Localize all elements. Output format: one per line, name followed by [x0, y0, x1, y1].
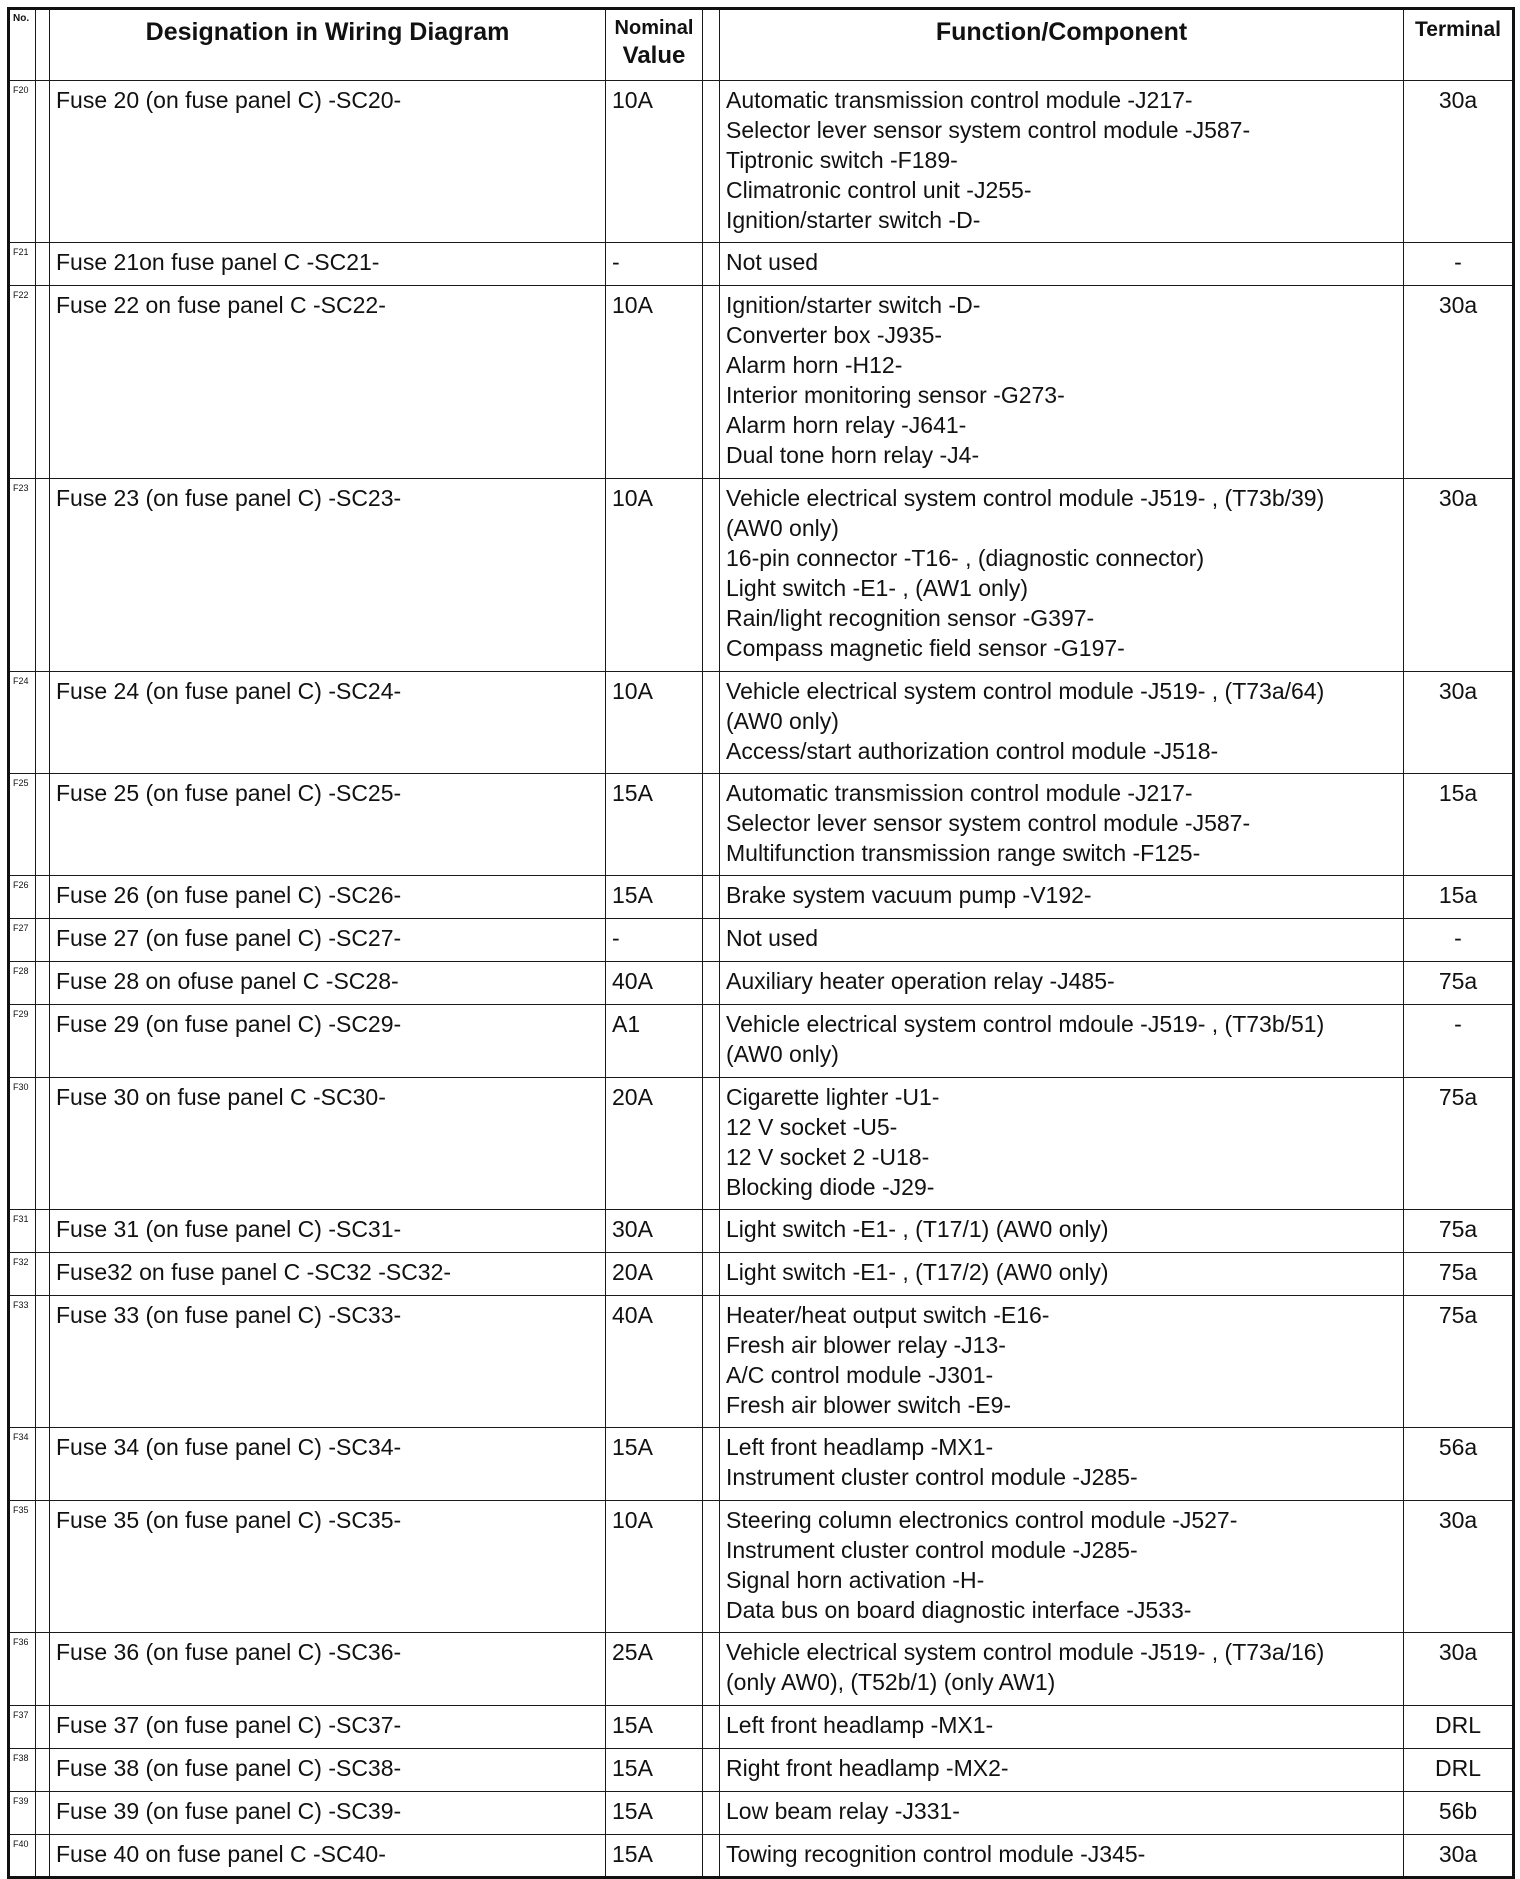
terminal-cell: 75a — [1404, 1253, 1514, 1296]
function-line: Light switch -E1- , (T17/2) (AW0 only) — [726, 1259, 1109, 1285]
designation-cell: Fuse 24 (on fuse panel C) -SC24- — [50, 672, 606, 774]
table-row — [9, 1210, 1514, 1253]
designation-cell: Fuse 28 on ofuse panel C -SC28- — [50, 962, 606, 1005]
function-line: Low beam relay -J331- — [726, 1798, 960, 1824]
terminal-cell: 30a — [1404, 81, 1514, 243]
terminal-cell: 75a — [1404, 1296, 1514, 1428]
row-spacer — [36, 479, 50, 672]
function-cell — [720, 1253, 1404, 1296]
function-line: Right front headlamp -MX2- — [726, 1755, 1009, 1781]
terminal-cell: DRL — [1404, 1706, 1514, 1749]
designation-cell: Fuse 25 (on fuse panel C) -SC25- — [50, 774, 606, 876]
terminal-cell: 30a — [1404, 479, 1514, 672]
function-cell — [720, 1210, 1404, 1253]
function-cell — [720, 1005, 1404, 1078]
fuse-number: F21 — [9, 243, 36, 286]
function-line: (only AW0), (T52b/1) (only AW1) — [726, 1669, 1056, 1695]
row-spacer-2 — [703, 1706, 720, 1749]
nominal-value-cell: 15A — [606, 1792, 703, 1835]
table-row — [9, 479, 1514, 672]
function-line: Alarm horn -H12- — [726, 352, 903, 378]
row-spacer-2 — [703, 672, 720, 774]
header-designation: Designation in Wiring Diagram — [50, 9, 606, 81]
designation-cell: Fuse 21on fuse panel C -SC21- — [50, 243, 606, 286]
row-spacer-2 — [703, 1428, 720, 1501]
nominal-value-cell: 15A — [606, 1428, 703, 1501]
fuse-number: F29 — [9, 1005, 36, 1078]
terminal-cell: 15a — [1404, 876, 1514, 919]
nominal-value-cell: 10A — [606, 286, 703, 479]
function-line: Vehicle electrical system control mdoule -J519- , (T73b/51) — [726, 1011, 1325, 1037]
nominal-value-cell: 15A — [606, 876, 703, 919]
function-line: 12 V socket 2 -U18- — [726, 1144, 930, 1170]
table-body — [9, 81, 1514, 1878]
function-line: (AW0 only) — [726, 515, 839, 541]
nominal-value-cell: A1 — [606, 1005, 703, 1078]
function-line: Climatronic control unit -J255- — [726, 177, 1032, 203]
fuse-number: F25 — [9, 774, 36, 876]
row-spacer — [36, 1792, 50, 1835]
nominal-value-cell: 10A — [606, 81, 703, 243]
function-line: Multifunction transmission range switch -F125- — [726, 840, 1201, 866]
nominal-value-cell: 40A — [606, 962, 703, 1005]
function-cell — [720, 243, 1404, 286]
function-line: Left front headlamp -MX1- — [726, 1434, 994, 1460]
terminal-cell: 75a — [1404, 962, 1514, 1005]
designation-cell: Fuse 22 on fuse panel C -SC22- — [50, 286, 606, 479]
function-line: Ignition/starter switch -D- — [726, 207, 981, 233]
row-spacer-2 — [703, 1078, 720, 1210]
row-spacer-2 — [703, 876, 720, 919]
function-line: Rain/light recognition sensor -G397- — [726, 605, 1095, 631]
designation-cell: Fuse 35 (on fuse panel C) -SC35- — [50, 1501, 606, 1633]
row-spacer — [36, 1005, 50, 1078]
nominal-value-cell: 10A — [606, 672, 703, 774]
row-spacer-2 — [703, 1296, 720, 1428]
function-cell — [720, 672, 1404, 774]
table-row — [9, 81, 1514, 243]
row-spacer — [36, 1749, 50, 1792]
function-cell — [720, 962, 1404, 1005]
function-cell — [720, 479, 1404, 672]
terminal-cell: 30a — [1404, 672, 1514, 774]
function-cell — [720, 286, 1404, 479]
nominal-value-cell: 10A — [606, 479, 703, 672]
function-line: Light switch -E1- , (T17/1) (AW0 only) — [726, 1216, 1109, 1242]
designation-cell: Fuse 38 (on fuse panel C) -SC38- — [50, 1749, 606, 1792]
row-spacer — [36, 876, 50, 919]
function-line: Fresh air blower switch -E9- — [726, 1392, 1012, 1418]
nominal-value-cell: 20A — [606, 1253, 703, 1296]
function-line: Converter box -J935- — [726, 322, 943, 348]
function-line: Heater/heat output switch -E16- — [726, 1302, 1050, 1328]
function-line: Blocking diode -J29- — [726, 1174, 935, 1200]
fuse-number: F28 — [9, 962, 36, 1005]
fuse-number: F35 — [9, 1501, 36, 1633]
row-spacer — [36, 1633, 50, 1706]
fuse-number: F24 — [9, 672, 36, 774]
function-line: Towing recognition control module -J345- — [726, 1841, 1146, 1867]
table-row — [9, 876, 1514, 919]
fuse-number: F23 — [9, 479, 36, 672]
fuse-number: F33 — [9, 1296, 36, 1428]
function-line: Dual tone horn relay -J4- — [726, 442, 980, 468]
function-line: Instrument cluster control module -J285- — [726, 1464, 1138, 1490]
designation-cell: Fuse 39 (on fuse panel C) -SC39- — [50, 1792, 606, 1835]
row-spacer-2 — [703, 1749, 720, 1792]
function-line: Tiptronic switch -F189- — [726, 147, 958, 173]
designation-cell: Fuse 23 (on fuse panel C) -SC23- — [50, 479, 606, 672]
table-row — [9, 1005, 1514, 1078]
header-terminal: Terminal — [1404, 9, 1514, 81]
function-line: Vehicle electrical system control module -J519- , (T73b/39) — [726, 485, 1325, 511]
nominal-value-cell: - — [606, 243, 703, 286]
fuse-number: F37 — [9, 1706, 36, 1749]
terminal-cell: - — [1404, 919, 1514, 962]
header-row — [9, 9, 1514, 81]
function-line: Auxiliary heater operation relay -J485- — [726, 968, 1115, 994]
designation-cell: Fuse 33 (on fuse panel C) -SC33- — [50, 1296, 606, 1428]
table-row — [9, 1792, 1514, 1835]
header-nominal-value — [606, 9, 703, 81]
nominal-value-cell: 25A — [606, 1633, 703, 1706]
fuse-number: F32 — [9, 1253, 36, 1296]
function-line: Instrument cluster control module -J285- — [726, 1537, 1138, 1563]
function-cell — [720, 81, 1404, 243]
function-line: Automatic transmission control module -J217- — [726, 87, 1193, 113]
header-function: Function/Component — [720, 9, 1404, 81]
function-cell — [720, 876, 1404, 919]
designation-cell: Fuse 40 on fuse panel C -SC40- — [50, 1835, 606, 1878]
row-spacer-2 — [703, 1835, 720, 1878]
nominal-value-cell: 10A — [606, 1501, 703, 1633]
fuse-number: F34 — [9, 1428, 36, 1501]
row-spacer-2 — [703, 1792, 720, 1835]
designation-cell: Fuse 34 (on fuse panel C) -SC34- — [50, 1428, 606, 1501]
table-row — [9, 1078, 1514, 1210]
function-cell — [720, 774, 1404, 876]
designation-cell: Fuse 29 (on fuse panel C) -SC29- — [50, 1005, 606, 1078]
function-line: Vehicle electrical system control module -J519- , (T73a/16) — [726, 1639, 1325, 1665]
function-cell — [720, 1706, 1404, 1749]
function-line: Alarm horn relay -J641- — [726, 412, 967, 438]
designation-cell: Fuse 26 (on fuse panel C) -SC26- — [50, 876, 606, 919]
terminal-cell: - — [1404, 1005, 1514, 1078]
terminal-cell: 75a — [1404, 1210, 1514, 1253]
nominal-value-cell: 40A — [606, 1296, 703, 1428]
row-spacer-2 — [703, 774, 720, 876]
row-spacer — [36, 81, 50, 243]
function-line: Left front headlamp -MX1- — [726, 1712, 994, 1738]
row-spacer — [36, 1078, 50, 1210]
table-row — [9, 1296, 1514, 1428]
function-line: Steering column electronics control module -J527- — [726, 1507, 1238, 1533]
designation-cell: Fuse32 on fuse panel C -SC32 -SC32- — [50, 1253, 606, 1296]
row-spacer — [36, 1706, 50, 1749]
terminal-cell: 15a — [1404, 774, 1514, 876]
nominal-value-cell: 15A — [606, 774, 703, 876]
fuse-number: F27 — [9, 919, 36, 962]
function-line: Vehicle electrical system control module -J519- , (T73a/64) — [726, 678, 1325, 704]
terminal-cell: 56b — [1404, 1792, 1514, 1835]
function-cell — [720, 1749, 1404, 1792]
function-cell — [720, 1633, 1404, 1706]
nominal-value-cell: 30A — [606, 1210, 703, 1253]
nominal-value-cell: 15A — [606, 1749, 703, 1792]
terminal-cell: 30a — [1404, 1501, 1514, 1633]
row-spacer-2 — [703, 1253, 720, 1296]
row-spacer — [36, 1210, 50, 1253]
fuse-number: F38 — [9, 1749, 36, 1792]
table-row — [9, 1835, 1514, 1878]
row-spacer — [36, 672, 50, 774]
function-line: Cigarette lighter -U1- — [726, 1084, 940, 1110]
terminal-cell: - — [1404, 243, 1514, 286]
header-nominal-line1: Nominal — [614, 17, 694, 39]
function-line: 12 V socket -U5- — [726, 1114, 898, 1140]
function-line: Data bus on board diagnostic interface -J533- — [726, 1597, 1192, 1623]
designation-cell: Fuse 27 (on fuse panel C) -SC27- — [50, 919, 606, 962]
function-line: Interior monitoring sensor -G273- — [726, 382, 1065, 408]
function-line: Ignition/starter switch -D- — [726, 292, 981, 318]
row-spacer — [36, 1835, 50, 1878]
table-row — [9, 286, 1514, 479]
designation-cell: Fuse 37 (on fuse panel C) -SC37- — [50, 1706, 606, 1749]
function-line: Access/start authorization control module -J518- — [726, 738, 1219, 764]
fuse-number: F40 — [9, 1835, 36, 1878]
function-cell — [720, 1428, 1404, 1501]
nominal-value-cell: 15A — [606, 1706, 703, 1749]
function-line: Light switch -E1- , (AW1 only) — [726, 575, 1029, 601]
row-spacer-2 — [703, 1501, 720, 1633]
function-cell — [720, 1296, 1404, 1428]
terminal-cell: 30a — [1404, 286, 1514, 479]
fuse-number: F39 — [9, 1792, 36, 1835]
header-nominal-line2: Value — [622, 42, 686, 69]
fuse-number: F30 — [9, 1078, 36, 1210]
row-spacer-2 — [703, 81, 720, 243]
table-row — [9, 672, 1514, 774]
table-row — [9, 1253, 1514, 1296]
function-line: A/C control module -J301- — [726, 1362, 994, 1388]
terminal-cell: 75a — [1404, 1078, 1514, 1210]
fuse-number: F22 — [9, 286, 36, 479]
nominal-value-cell: - — [606, 919, 703, 962]
terminal-cell: 30a — [1404, 1835, 1514, 1878]
terminal-cell: 56a — [1404, 1428, 1514, 1501]
row-spacer-2 — [703, 919, 720, 962]
designation-cell: Fuse 30 on fuse panel C -SC30- — [50, 1078, 606, 1210]
table-row — [9, 774, 1514, 876]
function-line: Not used — [726, 249, 819, 275]
table-row — [9, 1749, 1514, 1792]
row-spacer — [36, 962, 50, 1005]
function-line: (AW0 only) — [726, 708, 839, 734]
function-cell — [720, 1835, 1404, 1878]
fuse-number: F20 — [9, 81, 36, 243]
designation-cell: Fuse 36 (on fuse panel C) -SC36- — [50, 1633, 606, 1706]
row-spacer — [36, 1428, 50, 1501]
function-line: Selector lever sensor system control module -J587- — [726, 810, 1251, 836]
row-spacer — [36, 1501, 50, 1633]
table-row — [9, 1428, 1514, 1501]
row-spacer — [36, 243, 50, 286]
function-line: Automatic transmission control module -J217- — [726, 780, 1193, 806]
fuse-table — [7, 7, 1515, 1879]
row-spacer-2 — [703, 1210, 720, 1253]
designation-cell: Fuse 20 (on fuse panel C) -SC20- — [50, 81, 606, 243]
function-cell — [720, 1792, 1404, 1835]
function-line: Not used — [726, 925, 819, 951]
table-row — [9, 962, 1514, 1005]
row-spacer-2 — [703, 286, 720, 479]
terminal-cell: 30a — [1404, 1633, 1514, 1706]
table-row — [9, 1706, 1514, 1749]
function-cell — [720, 1078, 1404, 1210]
table-row — [9, 1633, 1514, 1706]
function-line: 16-pin connector -T16- , (diagnostic connector) — [726, 545, 1205, 571]
function-line: Brake system vacuum pump -V192- — [726, 882, 1092, 908]
function-cell — [720, 919, 1404, 962]
table-row — [9, 243, 1514, 286]
row-spacer-2 — [703, 1633, 720, 1706]
row-spacer-2 — [703, 479, 720, 672]
fuse-number: F31 — [9, 1210, 36, 1253]
row-spacer — [36, 919, 50, 962]
row-spacer-2 — [703, 243, 720, 286]
function-line: Selector lever sensor system control module -J587- — [726, 117, 1251, 143]
row-spacer — [36, 1296, 50, 1428]
function-line: (AW0 only) — [726, 1041, 839, 1067]
nominal-value-cell: 20A — [606, 1078, 703, 1210]
row-spacer — [36, 774, 50, 876]
row-spacer — [36, 286, 50, 479]
terminal-cell: DRL — [1404, 1749, 1514, 1792]
header-spacer — [36, 9, 50, 81]
header-no: No. — [9, 9, 36, 81]
fuse-number: F36 — [9, 1633, 36, 1706]
nominal-value-cell: 15A — [606, 1835, 703, 1878]
function-line: Fresh air blower relay -J13- — [726, 1332, 1006, 1358]
row-spacer-2 — [703, 962, 720, 1005]
function-line: Signal horn activation -H- — [726, 1567, 985, 1593]
fuse-number: F26 — [9, 876, 36, 919]
designation-cell: Fuse 31 (on fuse panel C) -SC31- — [50, 1210, 606, 1253]
header-spacer-2 — [703, 9, 720, 81]
row-spacer — [36, 1253, 50, 1296]
table-row — [9, 1501, 1514, 1633]
function-line: Compass magnetic field sensor -G197- — [726, 635, 1125, 661]
function-cell — [720, 1501, 1404, 1633]
table-row — [9, 919, 1514, 962]
row-spacer-2 — [703, 1005, 720, 1078]
